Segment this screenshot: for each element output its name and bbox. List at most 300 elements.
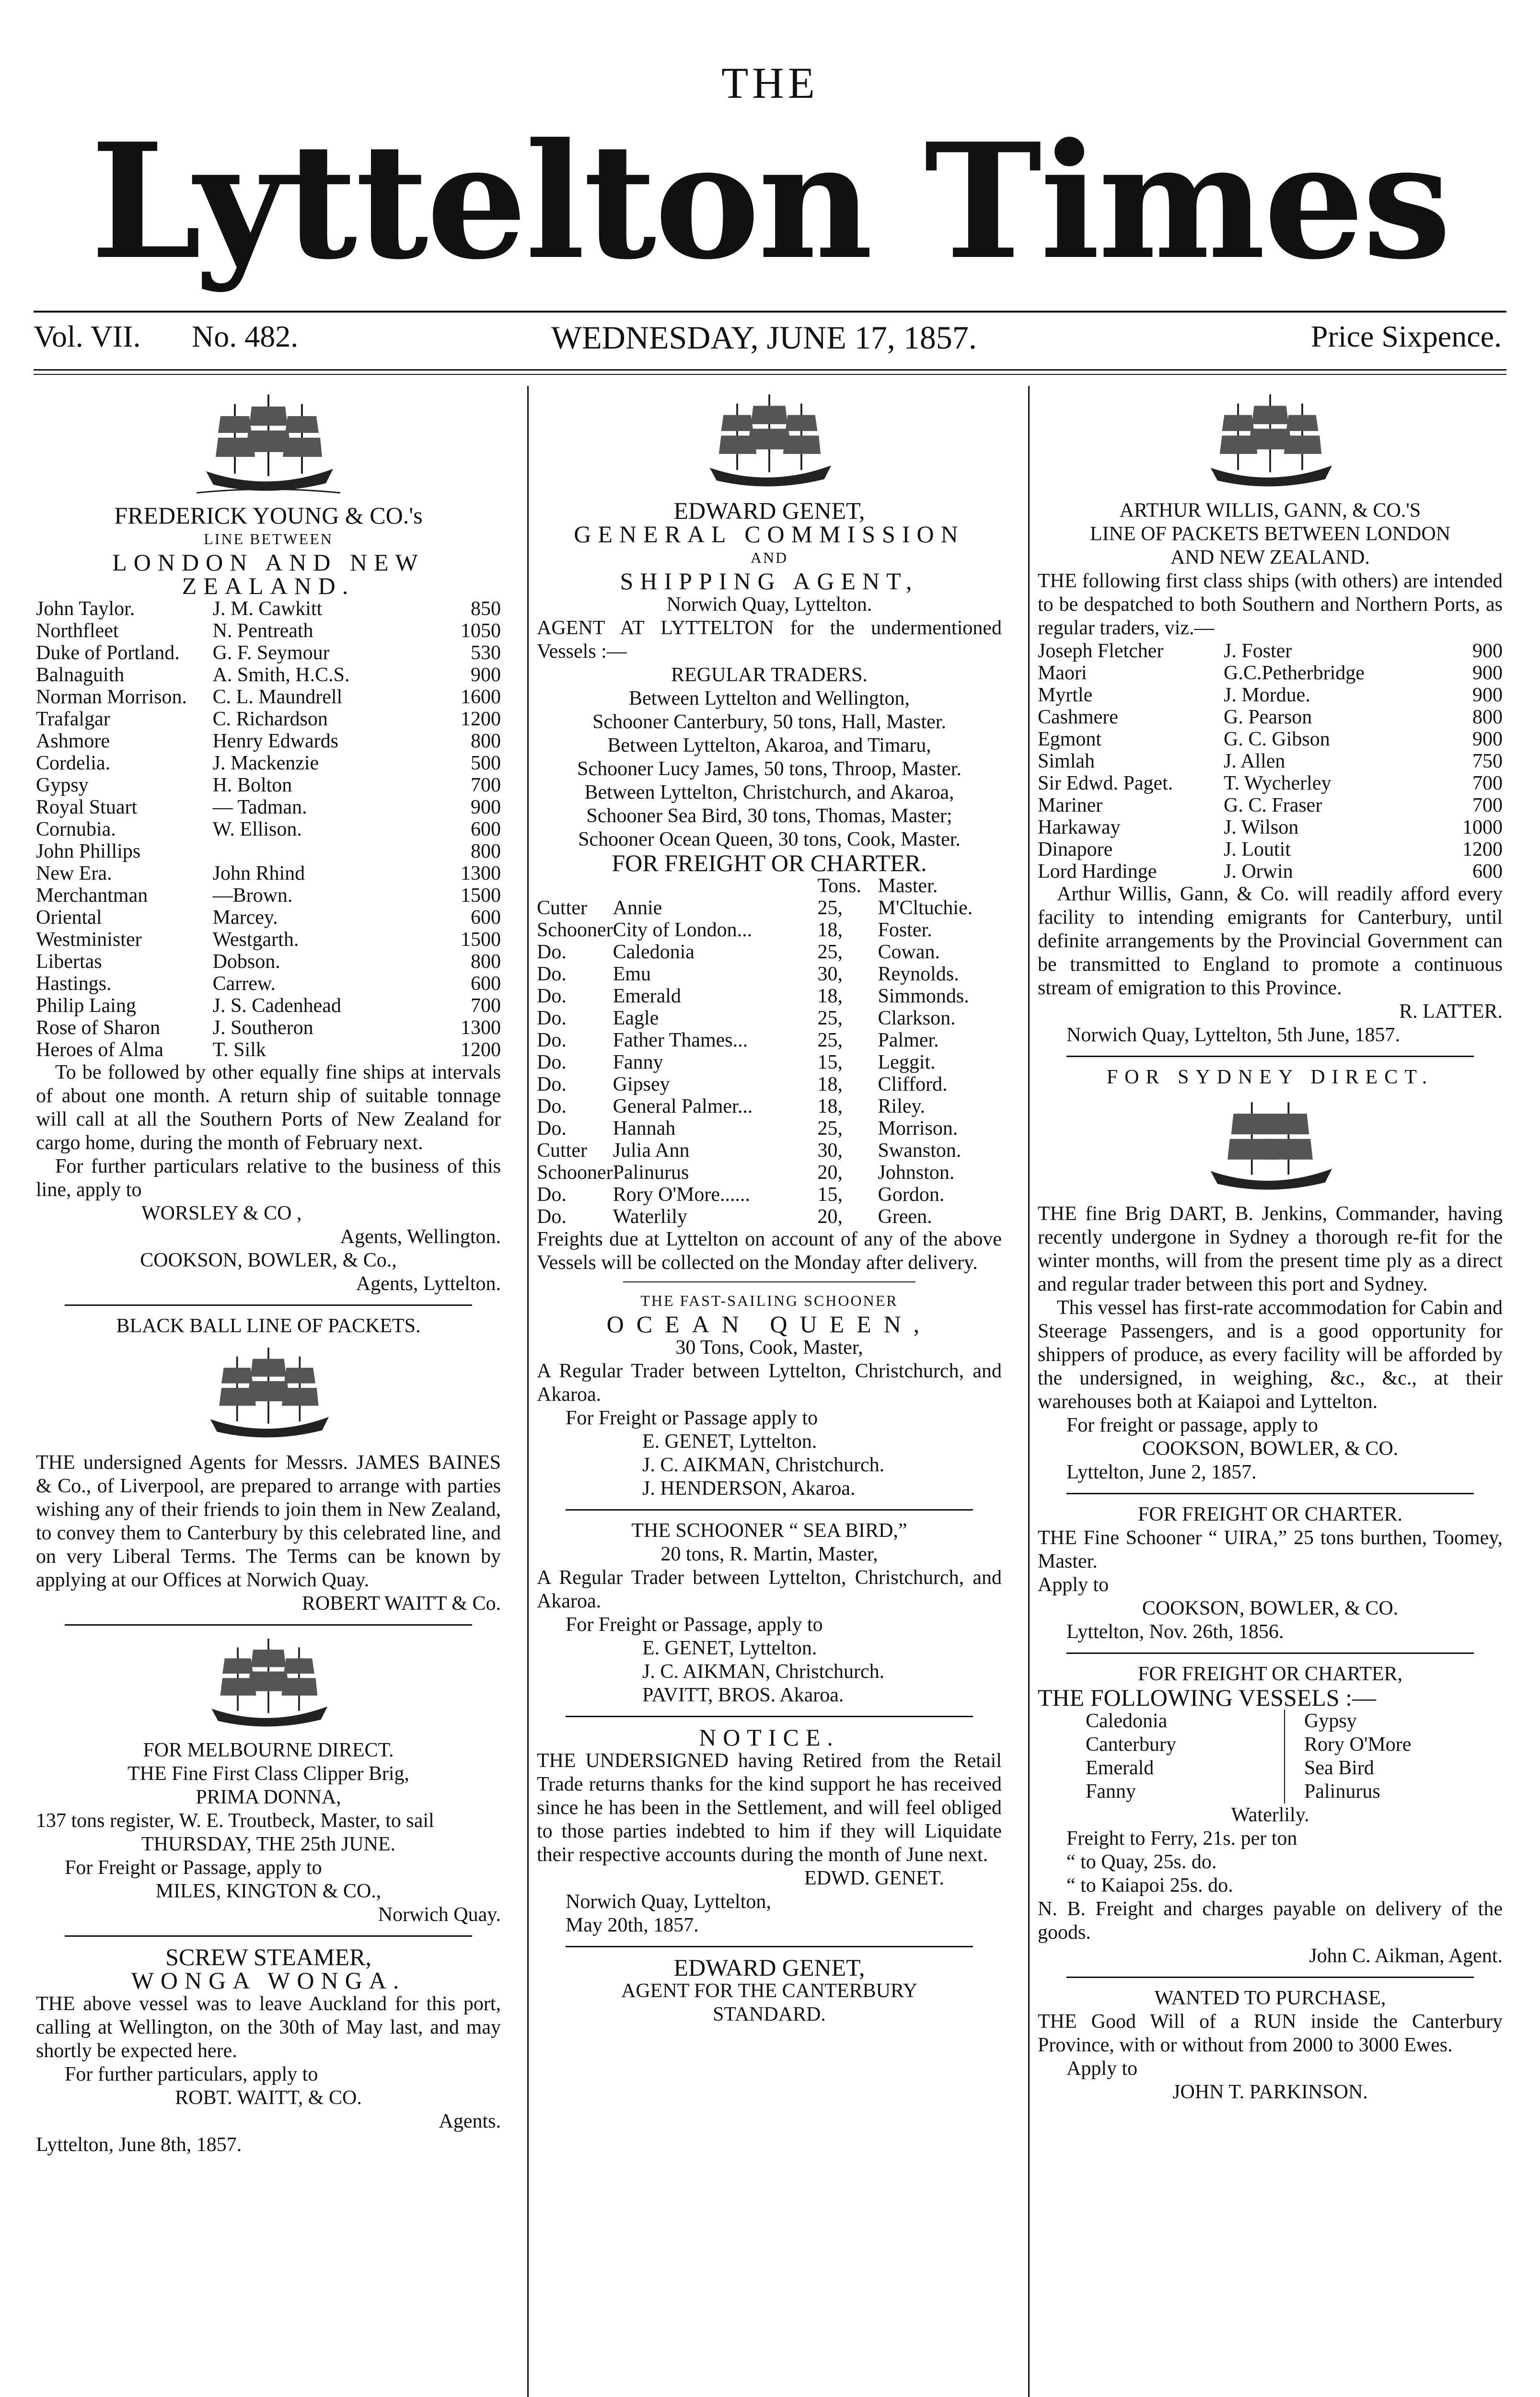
table-row: [36, 1039, 501, 1061]
table-cell: Westgarth.: [212, 929, 299, 951]
notice-date-1: Norwich Quay, Lyttelton,: [566, 1891, 771, 1913]
young-agent-2-place: Agents, Lyttelton.: [356, 1273, 501, 1295]
ocean-body: A Regular Trader between Lyttelton, Christchurch, and Akaroa.: [537, 1360, 1002, 1406]
young-heading: FREDERICK YOUNG & CO.'s: [114, 502, 423, 529]
table-cell: —Brown.: [212, 884, 293, 907]
table-cell: Sir Edwd. Paget.: [1038, 772, 1173, 794]
genet-heading-1: EDWARD GENET,: [673, 497, 865, 524]
young-body: To be followed by other equally fine ships at intervals of about one month. A return ship of suitable tonnage will call at all the Southern Ports of New Zealand for cargo home, during the month of February next.: [36, 1061, 501, 1154]
list-item: Sea Bird: [1304, 1757, 1374, 1779]
young-agent-2: COOKSON, BOWLER, & Co.,: [140, 1249, 397, 1271]
genet-heading-3: AND: [750, 549, 788, 566]
table-cell: John Phillips: [36, 840, 141, 862]
table-cell: 800: [471, 730, 501, 752]
table-cell: Reynolds.: [878, 963, 959, 985]
table-cell: 1200: [461, 708, 501, 730]
table-cell: T. Silk: [212, 1039, 266, 1061]
table-cell: Rory O'More......: [613, 1184, 751, 1206]
willis-heading-1: ARTHUR WILLIS, GANN, & CO.'S: [1119, 500, 1421, 522]
divider: [623, 1281, 915, 1282]
table-row: [1038, 684, 1503, 706]
table-cell: Gipsey: [613, 1073, 670, 1095]
table-cell: Green.: [878, 1206, 932, 1228]
price-label: Price Sixpence.: [1310, 319, 1502, 353]
table-cell: J. Mordue.: [1224, 684, 1310, 706]
table-row: [537, 1051, 1002, 1073]
blackball-heading: BLACK BALL LINE OF PACKETS.: [116, 1315, 421, 1337]
table-row: [36, 951, 501, 973]
genet-vessel-table: [537, 875, 1002, 1228]
vessels-intro: THE FOLLOWING VESSELS :—: [1038, 1684, 1377, 1711]
table-cell: Westminister: [36, 929, 142, 951]
table-cell: 1500: [461, 884, 501, 907]
table-cell: Do.: [537, 1117, 567, 1140]
willis-heading-2: LINE OF PACKETS BETWEEN LONDON: [1089, 523, 1451, 545]
table-cell: Simlah: [1038, 750, 1095, 772]
masthead-rule-top: [34, 311, 1506, 313]
table-cell: 600: [471, 973, 501, 995]
table-cell: T. Wycherley: [1224, 772, 1332, 794]
table-cell: Dinapore: [1038, 838, 1113, 861]
table-row: [36, 752, 501, 774]
table-cell: Do.: [537, 985, 567, 1007]
willis-ship-table: [1038, 640, 1503, 883]
table-cell: Mariner: [1038, 794, 1103, 816]
table-cell: Trafalgar: [36, 708, 110, 730]
table-row: [537, 1007, 1002, 1029]
table-cell: 1300: [461, 862, 501, 884]
table-row: [36, 686, 501, 708]
genet-heading-4: SHIPPING AGENT,: [620, 568, 919, 594]
table-cell: J. Orwin: [1224, 861, 1293, 883]
table-row: [537, 1117, 1002, 1140]
table-cell: 1200: [1462, 838, 1503, 861]
melbourne-line-3: 137 tons register, W. E. Troutbeck, Master, to sail: [36, 1810, 434, 1832]
table-cell: 30,: [817, 963, 843, 985]
seabird-agent-2: J. C. AIKMAN, Christchurch.: [642, 1661, 885, 1683]
ocean-subheading: THE FAST-SAILING SCHOONER: [640, 1292, 898, 1309]
table-row: [36, 796, 501, 818]
table-cell: Northfleet: [36, 620, 119, 642]
vessels-last: Waterlily.: [1231, 1804, 1309, 1826]
column-divider-1: [527, 386, 529, 2397]
table-cell: Simmonds.: [878, 985, 969, 1007]
table-cell: G. C. Fraser: [1224, 794, 1322, 816]
table-cell: G. F. Seymour: [212, 642, 330, 664]
wonga-body: THE above vessel was to leave Auckland for this port, calling at Wellington, on the 30th of May last, and may shortly be expected here.: [36, 1993, 501, 2062]
table-cell: [213, 840, 417, 862]
wanted-heading: WANTED TO PURCHASE,: [1154, 1987, 1386, 2009]
vessels-list-right: [1285, 1710, 1503, 1804]
table-cell: 15,: [817, 1051, 843, 1073]
column-3: [1038, 386, 1503, 2104]
table-cell: Do.: [537, 1206, 567, 1228]
table-cell: Joseph Fletcher: [1038, 640, 1164, 662]
table-row: [36, 598, 501, 620]
list-item: Canterbury: [1086, 1734, 1176, 1756]
genet-regular-heading: REGULAR TRADERS.: [671, 664, 868, 686]
table-cell: 750: [1472, 750, 1503, 772]
table-cell: Do.: [537, 1095, 567, 1117]
divider: [65, 1304, 472, 1306]
table-cell: 18,: [817, 919, 843, 941]
table-cell: 700: [471, 774, 501, 796]
blackball-signature: ROBERT WAITT & Co.: [301, 1593, 501, 1615]
table-cell: Myrtle: [1038, 684, 1093, 706]
table-cell: Philip Laing: [36, 995, 136, 1017]
notice-body: THE UNDERSIGNED having Retired from the Retail Trade returns thanks for the kind support he has received since he has been in the Settlement, and will feel obliged to those parties indebted to him if they will Liquidate their respective accounts during the month of June next.: [537, 1750, 1002, 1866]
table-cell: 900: [1472, 728, 1503, 750]
table-row: [537, 1184, 1002, 1206]
standard-heading-3: STANDARD.: [713, 2003, 826, 2025]
table-cell: 800: [471, 840, 501, 862]
table-cell: Duke of Portland.: [36, 642, 180, 664]
young-agent-1-place: Agents, Wellington.: [340, 1226, 501, 1248]
seabird-apply: For Freight or Passage, apply to: [566, 1614, 823, 1636]
ship-engraving-icon: [1198, 390, 1342, 495]
masthead-rule-bottom: [34, 369, 1506, 371]
column-header-master: Master.: [878, 875, 938, 897]
table-cell: 530: [471, 642, 501, 664]
table-cell: Clarkson.: [878, 1007, 956, 1029]
genet-intro: AGENT AT LYTTELTON for the undermentioned Vessels :—: [537, 617, 1002, 663]
willis-body-2: Arthur Willis, Gann, & Co. will readily afford every facility to intending emigrants for Canterbury, until definite arrangements by the Provincial Government can be transmitted to England to promote a continuous stream of emigration to this Province.: [1038, 883, 1503, 999]
issue-date: WEDNESDAY, JUNE 17, 1857.: [551, 319, 977, 356]
table-row: [1038, 662, 1503, 684]
table-row: [36, 840, 501, 862]
table-cell: Schooner: [537, 919, 613, 941]
table-cell: Marcey.: [212, 907, 278, 929]
table-cell: 18,: [817, 1095, 843, 1117]
table-row: [537, 963, 1002, 985]
vessels-rate-2: “ to Quay, 25s. do.: [1066, 1851, 1217, 1873]
genet-freight-note: Freights due at Lyttelton on account of any of the above Vessels will be collected on the Monday after delivery.: [537, 1228, 1002, 1274]
table-row: [36, 818, 501, 840]
table-row: [537, 1140, 1002, 1162]
table-cell: Dobson.: [212, 951, 280, 973]
table-cell: 18,: [817, 1073, 843, 1095]
table-cell: Royal Stuart: [36, 796, 138, 818]
table-cell: J. M. Cawkitt: [212, 598, 323, 620]
genet-address: Norwich Quay, Lyttelton.: [666, 593, 872, 616]
divider: [566, 1946, 973, 1947]
ship-engraving-icon: [1198, 1093, 1342, 1198]
table-cell: Libertas: [36, 951, 102, 973]
wanted-apply: Apply to: [1066, 2058, 1138, 2080]
table-cell: Julia Ann: [613, 1140, 690, 1162]
table-cell: G. C. Gibson: [1224, 728, 1330, 750]
vessels-list: [1038, 1710, 1503, 1804]
table-cell: — Tadman.: [212, 796, 307, 818]
uira-heading: FOR FREIGHT OR CHARTER.: [1137, 1503, 1403, 1525]
wonga-date: Lyttelton, June 8th, 1857.: [36, 2134, 242, 2156]
table-cell: 500: [471, 752, 501, 774]
table-cell: Do.: [537, 1051, 567, 1073]
ship-engraving-icon: [201, 1342, 336, 1447]
divider: [65, 1624, 472, 1626]
table-cell: Johnston.: [878, 1162, 955, 1184]
uira-apply: Apply to: [1038, 1574, 1109, 1596]
willis-date: Norwich Quay, Lyttelton, 5th June, 1857.: [1066, 1024, 1401, 1046]
list-item: Gypsy: [1304, 1710, 1357, 1732]
table-row: [36, 730, 501, 752]
melbourne-line-1: THE Fine First Class Clipper Brig,: [127, 1763, 409, 1785]
table-row: [36, 708, 501, 730]
table-row: [1038, 861, 1503, 883]
table-cell: Egmont: [1038, 728, 1101, 750]
list-item: Palinurus: [1304, 1780, 1380, 1803]
table-cell: Hannah: [613, 1117, 676, 1140]
wanted-signature: JOHN T. PARKINSON.: [1172, 2081, 1368, 2103]
column-divider-2: [1028, 386, 1030, 2397]
table-cell: Waterlily: [613, 1206, 687, 1228]
table-cell: John Taylor.: [36, 598, 135, 620]
table-row: [36, 929, 501, 951]
table-cell: Hastings.: [36, 973, 112, 995]
table-cell: J. Southeron: [212, 1017, 313, 1039]
list-item: Caledonia: [1086, 1710, 1168, 1732]
blackball-body: THE undersigned Agents for Messrs. JAMES BAINES & Co., of Liverpool, are prepared to arrange with parties wishing any of their friends to join them in New Zealand, to convey them to Canterbury by this celebrated line, and on very Liberal Terms. The Terms can be known by applying at our Offices at Norwich Quay.: [36, 1452, 501, 1591]
wanted-body: THE Good Will of a RUN inside the Canterbury Province, with or without from 2000 to 3000 Ewes.: [1038, 2011, 1503, 2056]
list-item: Rory O'More: [1304, 1734, 1412, 1756]
table-row: [36, 1017, 501, 1039]
table-cell: G. Pearson: [1224, 706, 1312, 728]
table-cell: 1200: [461, 1039, 501, 1061]
table-cell: Do.: [537, 941, 567, 963]
table-cell: Gordon.: [878, 1184, 945, 1206]
seabird-agent-3: PAVITT, BROS. Akaroa.: [642, 1684, 844, 1706]
volume-label: Vol. VII.: [34, 319, 141, 353]
dateline: [34, 319, 1506, 367]
table-cell: Harkaway: [1038, 816, 1121, 838]
table-cell: 15,: [817, 1184, 843, 1206]
table-cell: J. Wilson: [1224, 816, 1299, 838]
table-row: [36, 907, 501, 929]
table-cell: 900: [1472, 640, 1503, 662]
divider: [1066, 1652, 1474, 1654]
table-row: [1038, 772, 1503, 794]
notice-signature: EDWD. GENET.: [804, 1867, 944, 1889]
table-cell: Norman Morrison.: [36, 686, 187, 708]
willis-body: THE following first class ships (with others) are intended to be despatched to both Southern and Northern Ports, as regular traders, viz.—: [1038, 570, 1503, 639]
table-cell: 1600: [461, 686, 501, 708]
issue-number: No. 482.: [192, 319, 299, 353]
table-cell: Eagle: [613, 1007, 659, 1029]
table-cell: 900: [1472, 662, 1503, 684]
table-cell: 25,: [817, 897, 843, 919]
table-cell: 600: [471, 818, 501, 840]
young-subheading: LINE BETWEEN: [204, 530, 333, 547]
young-agent-1: WORSLEY & CO ,: [141, 1202, 302, 1224]
table-cell: 600: [1472, 861, 1503, 883]
table-cell: New Era.: [36, 862, 112, 884]
column-2: [537, 386, 1002, 2026]
genet-route-1: Between Lyttelton and Wellington,: [628, 687, 910, 710]
sydney-body-2: This vessel has first-rate accommodation for Cabin and Steerage Passengers, and is a good opportunity for shippers of produce, as every facility will be afforded by the undersigned, in weighing, &c., &c., at their warehouses both at Kaiapoi and Lyttelton.: [1038, 1297, 1503, 1413]
seabird-agent-1: E. GENET, Lyttelton.: [642, 1637, 817, 1659]
ocean-name: OCEAN QUEEN,: [606, 1311, 932, 1338]
table-cell: Palinurus: [613, 1162, 689, 1184]
table-cell: 20,: [817, 1206, 843, 1228]
melbourne-apply: For Freight or Passage, apply to: [65, 1857, 322, 1879]
table-cell: Cashmere: [1038, 706, 1118, 728]
table-cell: H. Bolton: [212, 774, 292, 796]
wonga-signature-role: Agents.: [439, 2110, 501, 2132]
table-cell: J. S. Cadenhead: [212, 995, 341, 1017]
table-cell: W. Ellison.: [212, 818, 302, 840]
list-item: Fanny: [1086, 1780, 1136, 1803]
table-cell: Foster.: [878, 919, 932, 941]
ocean-agent-3: J. HENDERSON, Akaroa.: [642, 1478, 856, 1500]
table-cell: Fanny: [613, 1051, 663, 1073]
melbourne-signature: MILES, KINGTON & CO.,: [155, 1880, 382, 1902]
ocean-agent-2: J. C. AIKMAN, Christchurch.: [642, 1454, 885, 1476]
table-cell: Do.: [537, 1184, 567, 1206]
table-row: [1038, 794, 1503, 816]
table-cell: 700: [1472, 772, 1503, 794]
young-ship-table: [36, 598, 501, 1061]
genet-vessel-2: Schooner Lucy James, 50 tons, Throop, Master.: [577, 758, 961, 780]
wonga-heading-2: WONGA WONGA.: [131, 1967, 406, 1994]
table-row: [36, 642, 501, 664]
table-row: [537, 1073, 1002, 1095]
table-row: [537, 1095, 1002, 1117]
table-cell: C. L. Maundrell: [212, 686, 343, 708]
uira-date: Lyttelton, Nov. 26th, 1856.: [1066, 1621, 1284, 1643]
table-cell: Maori: [1038, 662, 1087, 684]
table-row: [1038, 750, 1503, 772]
table-cell: 1300: [461, 1017, 501, 1039]
table-cell: Carrew.: [212, 973, 276, 995]
table-cell: Morrison.: [878, 1117, 958, 1140]
notice-heading: NOTICE.: [699, 1724, 840, 1751]
table-cell: J. Mackenzie: [212, 752, 319, 774]
table-cell: Leggit.: [878, 1051, 936, 1073]
table-cell: 700: [471, 995, 501, 1017]
vessels-nb: N. B. Freight and charges payable on delivery of the goods.: [1038, 1898, 1503, 1943]
notice-date-2: May 20th, 1857.: [566, 1914, 699, 1936]
table-cell: Cutter: [537, 1140, 587, 1162]
table-cell: 1500: [461, 929, 501, 951]
willis-signature: R. LATTER.: [1399, 1001, 1503, 1023]
table-cell: City of London...: [613, 919, 753, 941]
wonga-signature: ROBT. WAITT, & CO.: [175, 2087, 362, 2109]
table-row: [537, 897, 1002, 919]
masthead-the: THE: [721, 58, 819, 107]
genet-route-2: Between Lyttelton, Akaroa, and Timaru,: [607, 734, 931, 756]
table-cell: Cutter: [537, 897, 587, 919]
table-row: [537, 941, 1002, 963]
table-cell: Cordelia.: [36, 752, 111, 774]
table-cell: Emu: [613, 963, 651, 985]
ship-engraving-icon: [697, 390, 841, 495]
table-cell: 18,: [817, 985, 843, 1007]
table-cell: 800: [1472, 706, 1503, 728]
table-row: [36, 973, 501, 995]
standard-heading-2: AGENT FOR THE CANTERBURY: [621, 1980, 917, 2002]
table-cell: John Rhind: [212, 862, 305, 884]
seabird-line-1: 20 tons, R. Martin, Master,: [660, 1543, 878, 1565]
table-cell: Cornubia.: [36, 818, 116, 840]
uira-body: THE Fine Schooner “ UIRA,” 25 tons burthen, Toomey, Master.: [1038, 1527, 1503, 1572]
table-row: [1038, 838, 1503, 861]
divider: [1066, 1977, 1474, 1978]
table-cell: Merchantman: [36, 884, 148, 907]
sydney-heading: FOR SYDNEY DIRECT.: [1106, 1066, 1434, 1088]
table-cell: Heroes of Alma: [36, 1039, 163, 1061]
seabird-heading: THE SCHOONER “ SEA BIRD,”: [631, 1520, 907, 1542]
table-cell: Do.: [537, 1007, 567, 1029]
table-cell: Clifford.: [878, 1073, 948, 1095]
table-cell: Swanston.: [878, 1140, 961, 1162]
list-item: Emerald: [1086, 1757, 1154, 1779]
table-cell: J. Loutit: [1224, 838, 1291, 861]
sydney-date: Lyttelton, June 2, 1857.: [1066, 1461, 1257, 1483]
table-row: [537, 1206, 1002, 1228]
genet-freight-heading: FOR FREIGHT OR CHARTER.: [612, 849, 927, 876]
sydney-body: THE fine Brig DART, B. Jenkins, Commander, having recently undergone in Sydney a thorough re-fit for the winter months, will from the present time ply as a direct and regular trader between this port and Sydney.: [1038, 1203, 1503, 1295]
table-cell: 25,: [817, 941, 843, 963]
table-cell: 1000: [1462, 816, 1503, 838]
table-row: [1038, 640, 1503, 662]
young-route: LONDON AND NEW ZEALAND.: [112, 549, 425, 599]
table-cell: Henry Edwards: [212, 730, 339, 752]
table-cell: 800: [471, 951, 501, 973]
table-cell: Do.: [537, 963, 567, 985]
table-row: [36, 620, 501, 642]
vessels-heading: FOR FREIGHT OR CHARTER,: [1137, 1663, 1403, 1685]
table-cell: J. Foster: [1224, 640, 1292, 662]
seabird-body: A Regular Trader between Lyttelton, Christchurch, and Akaroa.: [537, 1567, 1002, 1612]
table-cell: Cowan.: [878, 941, 940, 963]
divider: [566, 1716, 973, 1717]
table-cell: 1050: [461, 620, 501, 642]
sydney-apply: For freight or passage, apply to: [1066, 1414, 1318, 1436]
table-cell: Do.: [537, 1073, 567, 1095]
table-cell: A. Smith, H.C.S.: [212, 664, 350, 686]
melbourne-heading: FOR MELBOURNE DIRECT.: [143, 1739, 394, 1761]
divider: [65, 1935, 472, 1937]
table-row: [36, 774, 501, 796]
table-row: [537, 1029, 1002, 1051]
table-cell: 20,: [817, 1162, 843, 1184]
melbourne-sail-date: THURSDAY, THE 25th JUNE.: [141, 1833, 396, 1855]
divider: [1066, 1056, 1474, 1057]
melbourne-signature-place: Norwich Quay.: [378, 1904, 501, 1926]
vessels-rate-1: Freight to Ferry, 21s. per ton: [1066, 1827, 1297, 1850]
table-row: [537, 1162, 1002, 1184]
table-cell: Ashmore: [36, 730, 110, 752]
table-cell: G.C.Petherbridge: [1224, 662, 1365, 684]
genet-vessel-1: Schooner Canterbury, 50 tons, Hall, Master.: [592, 711, 946, 733]
table-cell: C. Richardson: [212, 708, 328, 730]
table-cell: 900: [471, 664, 501, 686]
genet-heading-2: GENERAL COMMISSION: [574, 521, 965, 547]
table-cell: 25,: [817, 1117, 843, 1140]
table-cell: Gypsy: [36, 774, 89, 796]
table-cell: 25,: [817, 1007, 843, 1029]
vessels-signature: John C. Aikman, Agent.: [1309, 1945, 1503, 1967]
table-cell: Riley.: [878, 1095, 926, 1117]
table-cell: Rose of Sharon: [36, 1017, 160, 1039]
willis-heading-3: AND NEW ZEALAND.: [1170, 547, 1370, 569]
genet-vessel-3: Schooner Sea Bird, 30 tons, Thomas, Master;: [586, 805, 952, 827]
table-cell: 900: [1472, 684, 1503, 706]
sydney-signature: COOKSON, BOWLER, & CO.: [1142, 1438, 1399, 1460]
table-cell: J. Allen: [1224, 750, 1285, 772]
standard-heading-1: EDWARD GENET,: [673, 1954, 865, 1981]
table-cell: Father Thames...: [613, 1029, 748, 1051]
